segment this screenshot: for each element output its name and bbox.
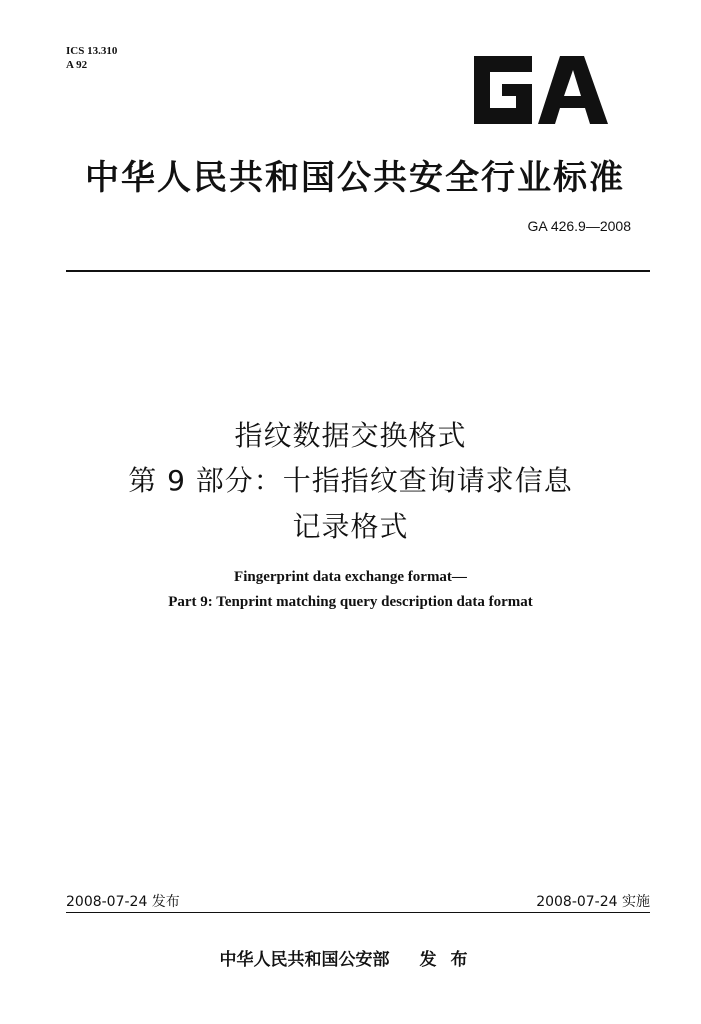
- standard-number: GA 426.9—2008: [527, 218, 631, 234]
- publisher-name: 中华人民共和国公安部: [219, 950, 390, 970]
- issue-date: 2008-07-24 发布: [66, 894, 180, 910]
- ga-logo: [466, 52, 612, 128]
- ics-code: ICS 13.310: [66, 45, 118, 57]
- chinese-title-line-2: 第 9 部分：十指指纹查询请求信息: [128, 464, 573, 497]
- implementation-date: 2008-07-24 实施: [536, 894, 650, 910]
- ga-logo-letter-g: [474, 56, 532, 124]
- header-divider: [66, 270, 650, 272]
- chinese-title-line-1: 指纹数据交换格式: [234, 419, 467, 452]
- english-title-line-1: Fingerprint data exchange format—: [234, 569, 467, 585]
- english-title-line-2: Part 9: Tenprint matching query description data format: [168, 594, 533, 610]
- footer-divider: [66, 912, 650, 913]
- publisher-line: [0, 945, 701, 970]
- classification-codes: [66, 44, 117, 72]
- chinese-title-line-3: 记录格式: [292, 510, 409, 543]
- org-title: 中华人民共和国公共安全行业标准: [85, 158, 625, 198]
- ccs-code: A 92: [66, 59, 88, 71]
- ga-logo-letter-a: [538, 56, 608, 124]
- publish-label: 发布: [419, 950, 482, 970]
